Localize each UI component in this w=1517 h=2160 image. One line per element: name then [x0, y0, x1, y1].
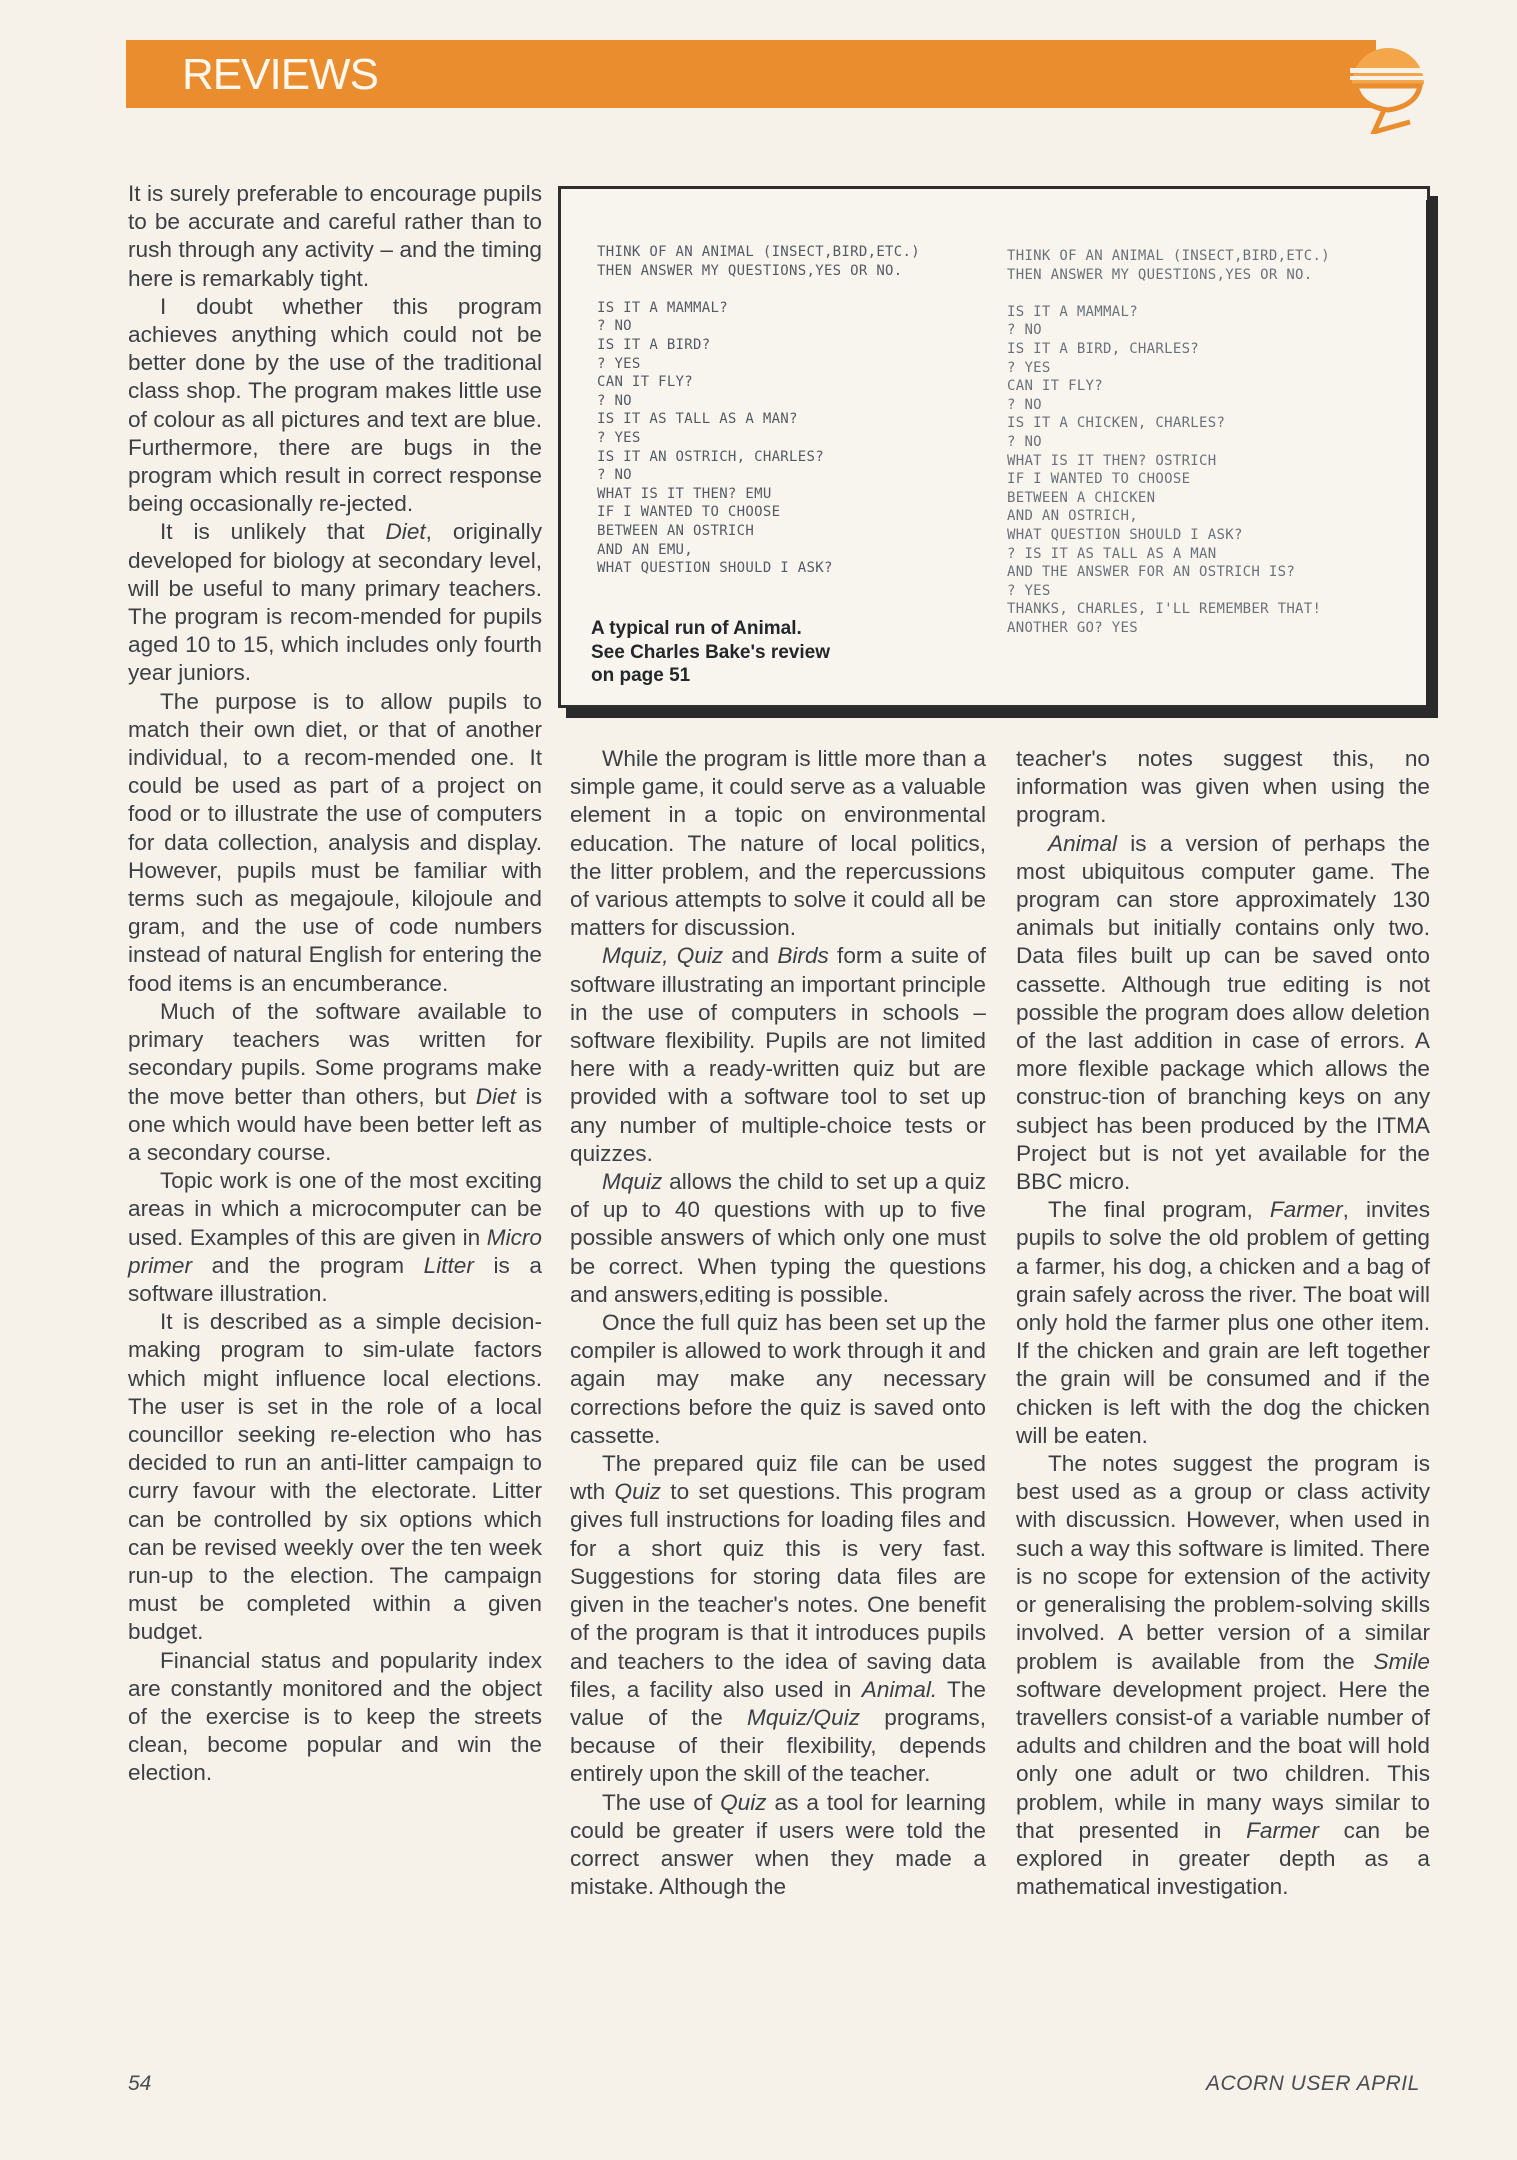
- paragraph: [1016, 1450, 1430, 1901]
- article-column-3: [1016, 745, 1430, 1901]
- paragraph: [570, 1450, 986, 1788]
- listing-line: BETWEEN AN OSTRICH: [597, 522, 755, 539]
- text-run: The prepared quiz file can be used wth: [570, 1451, 986, 1505]
- italic-title: Micro primer: [128, 1224, 542, 1278]
- paragraph: [570, 1168, 986, 1309]
- paragraph: [128, 1647, 542, 1788]
- listing-line: IF I WANTED TO CHOOSE: [1007, 471, 1191, 488]
- italic-title: Diet: [385, 519, 426, 545]
- text-run: is one which would have been better left as a secondary course.: [128, 1083, 542, 1165]
- listing-line: IS IT AS TALL AS A MAN?: [597, 411, 798, 428]
- listing-line: THEN ANSWER MY QUESTIONS,YES OR NO.: [597, 262, 903, 279]
- paragraph: [128, 1167, 542, 1308]
- text-run: allows the child to set up a quiz of up to 40 questions with up to five possible answers of which only one must be correct. When typing the questions and answers,editing is possible.: [570, 1169, 986, 1307]
- text-run: Financial status and popularity index are constantly monitored and the object of the exercise is to keep the streets clean, become popular and win the election.: [128, 1647, 542, 1786]
- listing-line: CAN IT FLY?: [1007, 378, 1104, 395]
- text-run: can be explored in greater depth as a mathematical investigation.: [1016, 1817, 1430, 1900]
- listing-right: [1007, 247, 1330, 637]
- text-run: The final program,: [1048, 1197, 1270, 1223]
- listing-line: ? NO: [597, 392, 632, 409]
- listing-line: IS IT AN OSTRICH, CHARLES?: [597, 448, 824, 465]
- italic-title: Quiz: [720, 1789, 767, 1815]
- paragraph: [570, 1309, 986, 1450]
- listing-line: WHAT IS IT THEN? EMU: [597, 485, 772, 502]
- listing-line: THANKS, CHARLES, I'LL REMEMBER THAT!: [1007, 601, 1322, 618]
- listing-line: ? YES: [597, 429, 641, 446]
- italic-title: Birds: [777, 943, 829, 969]
- italic-title: Mquiz: [602, 1169, 663, 1195]
- paragraph: [128, 1308, 542, 1646]
- article-column-1: [128, 180, 542, 1788]
- italic-title: Animal.: [861, 1676, 938, 1702]
- acorn-logo-icon: [1340, 26, 1436, 134]
- text-run: programs, because of their flexibility, depends entirely upon the skill of the teacher.: [570, 1704, 986, 1787]
- text-run: software development project. Here the travellers consist-of a variable number of adults and children and the boat will hold only one adult or two children. This problem, while in many ways similar to that presented in: [1016, 1676, 1430, 1843]
- listing-line: IF I WANTED TO CHOOSE: [597, 504, 781, 521]
- listing-line: IS IT A BIRD, CHARLES?: [1007, 340, 1200, 357]
- paragraph: [128, 518, 542, 687]
- text-run: , invites pupils to solve the old problem of getting a farmer, his dog, a chicken and a bag of grain safely across the river. The boat will only hold the farmer plus one other item. If the chicken and grain are left together the grain will be consumed and if the chicken is left with the dog the chicken will be eaten.: [1016, 1197, 1430, 1448]
- program-listing-figure: [558, 186, 1430, 708]
- listing-line: ? NO: [1007, 396, 1042, 413]
- text-run: Once the full quiz has been set up the compiler is allowed to work through it and again may make any necessary corrections before the quiz is saved onto cassette.: [570, 1310, 986, 1448]
- text-run: as a tool for learning could be greater if users were told the correct answer when they made a mistake. Although the: [570, 1789, 986, 1900]
- listing-line: CAN IT FLY?: [597, 374, 694, 391]
- listing-line: IS IT A MAMMAL?: [597, 299, 728, 316]
- magazine-footer: ACORN USER APRIL: [1206, 2072, 1420, 2095]
- listing-line: ? NO: [1007, 322, 1042, 339]
- text-run: While the program is little more than a simple game, it could serve as a valuable element in a topic on environmental education. The nature of local politics, the litter problem, and the repercussions of various attempts to solve it could all be matters for discussion.: [570, 746, 986, 941]
- listing-line: IS IT A CHICKEN, CHARLES?: [1007, 415, 1226, 432]
- text-run: and the program: [192, 1252, 424, 1278]
- text-run: The use of: [602, 1789, 721, 1815]
- text-run: I doubt whether this program achieves anything which could not be better done by the use of the traditional class shop. The program makes little use of colour as all pictures and text are blue. Furthermore, there are bugs in the program which result in correct response being occasionally re-jected.: [128, 293, 542, 517]
- listing-line: ? YES: [1007, 582, 1051, 599]
- listing-line: AND AN OSTRICH,: [1007, 508, 1138, 525]
- italic-title: Diet: [475, 1083, 516, 1109]
- italic-title: Litter: [423, 1252, 474, 1278]
- italic-title: Farmer: [1246, 1817, 1319, 1843]
- italic-title: Mquiz, Quiz: [602, 943, 724, 969]
- text-run: The purpose is to allow pupils to match their own diet, or that of another individual, to a recom-mended one. It could be used as part of a project on food or to illustrate the use of computers for data collection, analysis and display. However, pupils must be familiar with terms such as megajoule, kilojoule and gram, and the use of code numbers instead of natural English for entering the food items is an encumberance.: [128, 688, 542, 996]
- text-run: It is described as a simple decision-making program to sim-ulate factors which might influence local elections. The user is set in the role of a local councillor seeking re-election who has decided to run an anti-litter campaign to curry favour with the electorate. Litter can be controlled by six options which can be revised weekly over the ten week run-up to the election. The campaign must be completed within a given budget.: [128, 1309, 542, 1645]
- listing-line: ? NO: [597, 318, 632, 335]
- listing-line: AND AN EMU,: [597, 541, 694, 558]
- listing-line: WHAT QUESTION SHOULD I ASK?: [1007, 526, 1243, 543]
- text-run: and: [723, 943, 778, 969]
- text-run: The value of the: [570, 1676, 986, 1730]
- text-run: teacher's notes suggest this, no information was given when using the program.: [1016, 746, 1430, 828]
- article-column-2: [570, 745, 986, 1901]
- listing-line: WHAT IS IT THEN? OSTRICH: [1007, 452, 1217, 469]
- listing-line: ? NO: [597, 467, 632, 484]
- listing-line: IS IT A BIRD?: [597, 336, 711, 353]
- listing-line: ? IS IT AS TALL AS A MAN: [1007, 545, 1217, 562]
- paragraph: [128, 688, 542, 998]
- italic-title: Mquiz/Quiz: [747, 1704, 861, 1730]
- listing-line: IS IT A MAMMAL?: [1007, 303, 1138, 320]
- italic-title: Farmer: [1269, 1197, 1343, 1223]
- listing-line: THINK OF AN ANIMAL (INSECT,BIRD,ETC.): [597, 244, 920, 260]
- text-run: It is unlikely that: [160, 519, 386, 545]
- listing-line: ? NO: [1007, 433, 1042, 450]
- listing-line: BETWEEN A CHICKEN: [1007, 489, 1156, 506]
- text-run: form a suite of software illustrating an important principle in the use of computers in schools – software flexibility. Pupils are not limited here with a ready-written quiz but are provided with a software tool to set up any number of multiple-choice tests or quizzes.: [570, 943, 986, 1166]
- paragraph: [570, 1789, 986, 1902]
- text-run: is a version of perhaps the most ubiquitous computer game. The program can store approximately 130 animals but initially contains only two. Data files built up can be saved onto cassette. Although true editing is not possible the program does allow deletion of the last addition in case of errors. A more flexible package which allows the construc-tion of branching keys on any subject has been produced by the ITMA Project but is not yet available for the BBC micro.: [1016, 830, 1430, 1195]
- listing-line: THEN ANSWER MY QUESTIONS,YES OR NO.: [1007, 266, 1313, 283]
- caption-line: on page 51: [591, 665, 691, 686]
- text-run: The notes suggest the program is best used as a group or class activity with discussicn. However, when used in such a way this software is limited. There is no scope for extension of the activity or generalising the problem-solving skills involved. A better version of a similar problem is available from the: [1016, 1451, 1430, 1674]
- italic-title: Animal: [1048, 830, 1118, 856]
- figure-caption: [591, 617, 921, 688]
- paragraph: [570, 745, 986, 942]
- page-number: 54: [128, 2072, 152, 2095]
- paragraph: [570, 942, 986, 1168]
- figure-shadow: [1426, 200, 1434, 710]
- paragraph: [1016, 745, 1430, 830]
- text-run: , originally developed for biology at secondary level, will be useful to many primary teachers. The program is recom-mended for pupils aged 10 to 15, which includes only fourth year juniors.: [128, 519, 543, 686]
- text-run: to set questions. This program gives full instructions for loading files and for a short quiz this is very fast. Suggestions for storing data files are given in the teacher's notes. One benefit of the program is that it introduces pupils and teachers to the idea of saving data files, a facility also used in: [570, 1479, 986, 1702]
- paragraph: [1016, 1196, 1430, 1450]
- text-run: is a software illustration.: [128, 1252, 542, 1306]
- section-banner: [126, 40, 1376, 108]
- caption-line: See Charles Bake's review: [591, 641, 831, 663]
- paragraph: [128, 180, 542, 293]
- paragraph: [1016, 830, 1430, 1197]
- paragraph: [128, 293, 542, 519]
- text-run: It is surely preferable to encourage pupils to be accurate and careful rather than to rush through any activity – and the timing here is remarkably tight.: [128, 181, 542, 291]
- caption-line: A typical run of Animal.: [591, 618, 802, 639]
- italic-title: Quiz: [614, 1479, 661, 1505]
- text-run: Much of the software available to primary teachers was written for secondary pupils. Some programs make the move better than others, but: [128, 998, 542, 1109]
- listing-line: ANOTHER GO? YES: [1007, 619, 1138, 636]
- section-title: REVIEWS: [182, 50, 378, 99]
- listing-line: ? YES: [1007, 359, 1051, 376]
- listing-line: THINK OF AN ANIMAL (INSECT,BIRD,ETC.): [1007, 248, 1330, 264]
- text-run: Topic work is one of the most exciting areas in which a microcomputer can be used. Examples of this are given in: [128, 1168, 542, 1250]
- listing-left: [597, 243, 920, 578]
- listing-line: ? YES: [597, 355, 641, 372]
- listing-line: WHAT QUESTION SHOULD I ASK?: [597, 560, 833, 577]
- paragraph: [128, 998, 542, 1167]
- italic-title: Smile: [1373, 1648, 1430, 1674]
- listing-line: AND THE ANSWER FOR AN OSTRICH IS?: [1007, 564, 1296, 581]
